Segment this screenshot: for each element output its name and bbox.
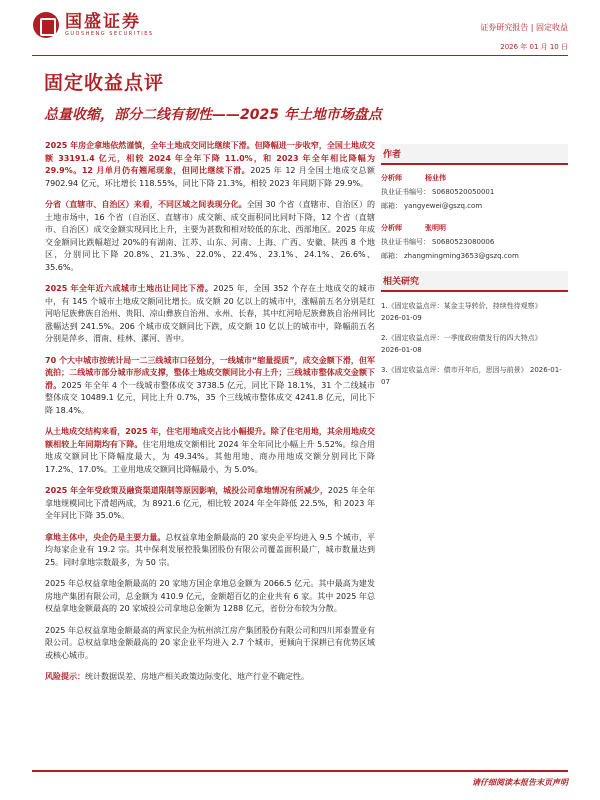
logo-name: 国盛证券 [65, 12, 141, 32]
paragraph: 拿地主体中，央企仍是主要力量。总权益拿地金额最高的 20 家央企平均进入 9.5 个城市，平均每家企业有 19.2 宗。其中保利发展控股集团股份有限公司覆盖面积最广，城市数量达到 25。同时拿地宗数最多，为 50 宗。 [45, 532, 376, 567]
footer-disclaimer: 请仔细阅读本报告末页声明 [472, 778, 568, 787]
logo-icon [33, 12, 59, 38]
document-title: 总量收缩，部分二线有韧性——2025 年土地市场盘点 [44, 107, 382, 123]
email[interactable]: 邮箱： zhangmingming3653@gszq.com [381, 252, 519, 260]
related-report-link[interactable]: 1.《固定收益点评：某金主导转价，持续性待观察》 2026-01-09 [381, 302, 542, 322]
paragraph: 70 个大中城市按统计局一二三线城市口径划分，一线城市“缩量提质”，成交金额下滑，但军流拍；二线城市部分城市形成支撑，整体土地成交额同比小有上升；三线城市整体成交金额下滑。2025 年全年 4 个一线城市整体成交 3738.5 亿元，同比下降 18.1%，31 个二线城市整体成交 10489.1 亿元，同比上升 0.7%，35 个三线城市整体成交 4241.8 亿元，同比下降 18.4%。 [45, 355, 375, 415]
license-number: 执业证书编号： S0680523080006 [381, 238, 495, 246]
license-number: 执业证书编号： S0680520050001 [381, 188, 495, 196]
related-report-link[interactable]: 3.《固定收益点评：债市开年后，思因与前景》 2026-01-07 [381, 366, 562, 386]
analyst-name: 张明明 [425, 224, 446, 232]
logo-subtitle: GUOSHENG SECURITIES [65, 31, 154, 37]
authors-heading: 作者 [381, 144, 568, 165]
related-report-link[interactable]: 2.《固定收益点评：一季度政府债发行的四大特点》 2026-01-08 [381, 334, 542, 354]
document-type: 固定收益点评 [44, 72, 165, 94]
main-body [45, 140, 375, 693]
paragraph: 2025 年房企拿地依然谨慎，全年土地成交同比继续下滑。但降幅进一步收窄，全国土地成交额 33191.4 亿元，相较 2024 年全年下降 11.0%，和 2023 年全年相比降幅为 29.9%。12 月单月仍有翘尾现象，但同比继续下滑。2025 年 12 月全国土地成交总额 7902.94 亿元，环比增长 118.55%，同比下降 21.3%，相较 2023 年同期下降 29.9%。 [45, 141, 376, 188]
analyst: 分析师 张明明 [381, 224, 446, 232]
risk-warning: 风险提示：统计数据误差、房地产相关政策边际变化、地产行业不确定性。 [45, 672, 309, 681]
report-date: 2026 年 01 月 10 日 [500, 43, 568, 51]
paragraph: 2025 年全年受政策及融资渠道限制等原因影响，城投公司拿地情况有所减少，2025 年全年拿地规模同比下滑超两成，为 8921.6 亿元，相比较 2024 年全年降低 22.5%，和 2023 年全年同比下降 35.0%。 [45, 486, 375, 520]
paragraph: 2025 年总权益拿地金额最高的 20 家地方国企拿地总金额为 2066.5 亿元。其中最高为建发房地产集团有限公司，总金额为 410.9 亿元，金额超百亿的企业共有 6 家。其中 2025 年总权益拿地金额最高的 20 家城投公司拿地总金额为 1288 亿元，省份分布较为分散。 [45, 579, 375, 613]
analyst-name: 杨业伟 [425, 174, 446, 182]
company-logo [33, 12, 154, 38]
analyst: 分析师 杨业伟 [381, 174, 446, 182]
email[interactable]: 邮箱： yangyewei@gszq.com [381, 202, 483, 210]
page-header [0, 0, 600, 52]
paragraph: 2025 年全年近六成城市土地出让同比下滑。2025 年，全国 352 个存在土地成交的城市中，有 145 个城市土地成交额同比增长。成交额 20 亿以上的城市中，涨幅前五名分别是红河哈尼族彝族自治州、贵阳、凉山彝族自治州、永州、长春，其中红河哈尼族彝族自治州同比涨幅达到 241.5%。206 个城市成交额同比下跌，成交额 10 亿以上的城市中，降幅前五名分别是萍乡、渭南、桂林、漯河、晋中。 [45, 284, 375, 343]
report-category: 证券研究报告 | 固定收益 [480, 23, 568, 32]
paragraph: 分省（直辖市、自治区）来看，不同区域之间表现分化。全国 30 个省（直辖市、自治区）的土地市场中，16 个省（自治区、直辖市）成交额、成交面积同比同时下降，12 个省（直辖市、自治区）成交金额实现同比上升，主要为甚数和相对较低的东北、西部地区。2025 年成交金额同比跌幅超过 20%的有湖南、江苏、山东、河南、上海、广西、安徽、陕西 8 个地区，分别同比下降 20.8%、21.3%、22.0%、22.4%、23.1%、24.1%、26.6%、35.6%。 [45, 200, 376, 272]
sidebar [381, 140, 568, 388]
related-research-heading: 相关研究 [381, 271, 568, 292]
paragraph: 从土地成交结构来看，2025 年，住宅用地成交占比小幅提升。除了住宅用地，其余用地成交额相较上年同期均有下降。住宅用地成交额相比 2024 年全年同比小幅上升 5.52%。综合用地成交额同比下降幅度最大，为 49.34%。其他用地、商办用地成交额分别同比下降 17.2%、17.0%。工业用地成交额同比降幅最小，为 5.0%。 [45, 427, 376, 474]
header-divider [32, 55, 568, 56]
paragraph: 2025 年总权益拿地金额最高的两家民企为杭州滨江房产集团股份有限公司和四川邦泰置业有限公司。总权益拿地金额最高的 20 家企业平均进入 2.7 个城市，更倾向于深耕已有优势区域或核心城市。 [45, 625, 375, 660]
footer-divider [32, 770, 568, 772]
